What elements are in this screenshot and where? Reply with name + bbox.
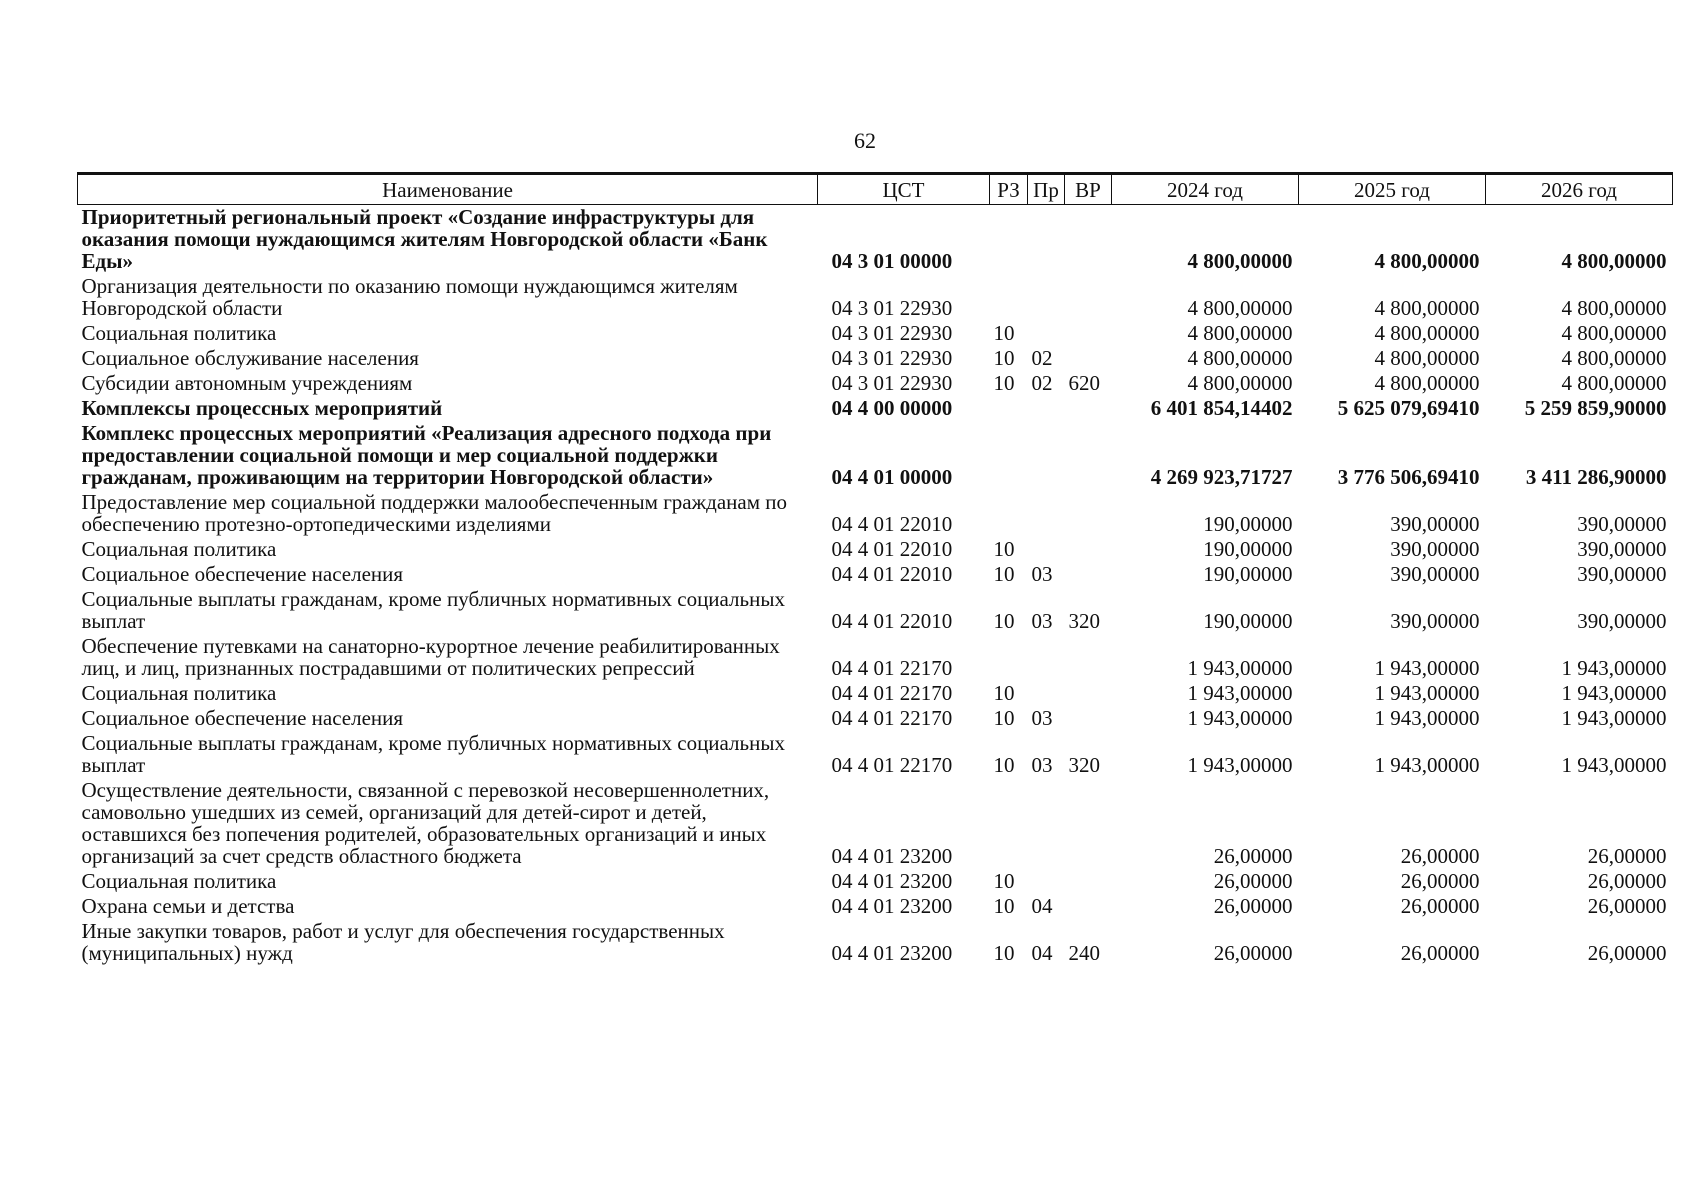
cell-rz: 10 bbox=[993, 681, 1015, 705]
cell-2025: 390,00000 bbox=[1390, 537, 1480, 561]
cell-2024: 190,00000 bbox=[1203, 537, 1293, 561]
cell-vr bbox=[1065, 537, 1112, 562]
cell-name: Обеспечение путевками на санаторно-курортное лечение реабилитированных лиц, и лиц, признанных пострадавшими от политических репрессий bbox=[81, 634, 780, 680]
cell-2026: 26,00000 bbox=[1587, 869, 1667, 893]
cell-pr bbox=[1028, 537, 1065, 562]
cell-2025: 4 800,00000 bbox=[1374, 249, 1480, 273]
cell-2024: 190,00000 bbox=[1203, 562, 1293, 586]
cell-vr bbox=[1065, 490, 1112, 537]
table-row bbox=[78, 869, 1673, 894]
table-row bbox=[78, 894, 1673, 919]
cell-2024: 1 943,00000 bbox=[1187, 681, 1293, 705]
cell-cst: 04 4 01 23200 bbox=[831, 844, 953, 868]
table-row bbox=[78, 778, 1673, 869]
table-row bbox=[78, 205, 1673, 275]
cell-2026: 4 800,00000 bbox=[1561, 249, 1667, 273]
cell-rz bbox=[990, 396, 1028, 421]
cell-2025: 4 800,00000 bbox=[1374, 371, 1480, 395]
cell-name: Социальное обеспечение населения bbox=[81, 562, 404, 586]
cell-pr bbox=[1028, 681, 1065, 706]
cell-2024: 26,00000 bbox=[1213, 844, 1293, 868]
cell-vr bbox=[1065, 346, 1112, 371]
cell-vr: 620 bbox=[1068, 371, 1100, 395]
cell-2026: 1 943,00000 bbox=[1561, 656, 1667, 680]
cell-2024: 4 800,00000 bbox=[1187, 371, 1293, 395]
cell-2025: 390,00000 bbox=[1390, 512, 1480, 536]
cell-vr bbox=[1065, 274, 1112, 321]
cell-vr bbox=[1065, 205, 1112, 275]
cell-pr bbox=[1028, 396, 1065, 421]
cell-2026: 26,00000 bbox=[1587, 941, 1667, 965]
cell-pr bbox=[1028, 421, 1065, 490]
cell-2026: 390,00000 bbox=[1577, 562, 1667, 586]
cell-name: Субсидии автономным учреждениям bbox=[81, 371, 413, 395]
cell-name: Организация деятельности по оказанию помощи нуждающимся жителям Новгородской области bbox=[81, 274, 738, 320]
cell-cst: 04 4 01 22170 bbox=[831, 656, 953, 680]
cell-rz bbox=[990, 274, 1028, 321]
cell-2026: 5 259 859,90000 bbox=[1524, 396, 1667, 420]
cell-cst: 04 4 01 23200 bbox=[831, 869, 953, 893]
cell-rz: 10 bbox=[993, 609, 1015, 633]
table-row bbox=[78, 681, 1673, 706]
cell-vr bbox=[1065, 869, 1112, 894]
cell-rz bbox=[990, 421, 1028, 490]
cell-2025: 3 776 506,69410 bbox=[1337, 465, 1480, 489]
cell-name: Социальная политика bbox=[81, 537, 277, 561]
cell-2026: 390,00000 bbox=[1577, 512, 1667, 536]
cell-2024: 26,00000 bbox=[1213, 894, 1293, 918]
budget-table bbox=[77, 172, 1673, 966]
cell-2025: 4 800,00000 bbox=[1374, 346, 1480, 370]
cell-pr bbox=[1028, 321, 1065, 346]
table-row bbox=[78, 321, 1673, 346]
cell-2025: 26,00000 bbox=[1400, 869, 1480, 893]
cell-cst: 04 3 01 22930 bbox=[831, 296, 953, 320]
cell-rz: 10 bbox=[993, 371, 1015, 395]
cell-2024: 4 269 923,71727 bbox=[1150, 465, 1293, 489]
table-row bbox=[78, 537, 1673, 562]
cell-2025: 1 943,00000 bbox=[1374, 753, 1480, 777]
cell-2024: 190,00000 bbox=[1203, 512, 1293, 536]
cell-cst: 04 3 01 00000 bbox=[831, 249, 953, 273]
cell-2024: 4 800,00000 bbox=[1187, 296, 1293, 320]
cell-cst: 04 4 01 22010 bbox=[831, 609, 953, 633]
cell-vr: 240 bbox=[1068, 941, 1100, 965]
cell-rz bbox=[990, 634, 1028, 681]
cell-2026: 1 943,00000 bbox=[1561, 681, 1667, 705]
table-row bbox=[78, 919, 1673, 966]
cell-pr bbox=[1028, 634, 1065, 681]
cell-name: Комплексы процессных мероприятий bbox=[81, 396, 443, 420]
cell-rz bbox=[990, 490, 1028, 537]
cell-2025: 26,00000 bbox=[1400, 894, 1480, 918]
cell-pr: 02 bbox=[1031, 346, 1053, 370]
cell-pr bbox=[1028, 778, 1065, 869]
cell-vr bbox=[1065, 421, 1112, 490]
table-row bbox=[78, 274, 1673, 321]
cell-pr: 03 bbox=[1031, 562, 1053, 586]
cell-vr bbox=[1065, 681, 1112, 706]
cell-cst: 04 4 01 22170 bbox=[831, 753, 953, 777]
cell-vr bbox=[1065, 894, 1112, 919]
cell-2024: 4 800,00000 bbox=[1187, 321, 1293, 345]
cell-2026: 4 800,00000 bbox=[1561, 321, 1667, 345]
cell-vr bbox=[1065, 321, 1112, 346]
cell-2026: 26,00000 bbox=[1587, 894, 1667, 918]
cell-2025: 1 943,00000 bbox=[1374, 706, 1480, 730]
cell-2026: 4 800,00000 bbox=[1561, 296, 1667, 320]
cell-pr: 03 bbox=[1031, 706, 1053, 730]
cell-2024: 1 943,00000 bbox=[1187, 656, 1293, 680]
table-row bbox=[78, 346, 1673, 371]
cell-2025: 5 625 079,69410 bbox=[1337, 396, 1480, 420]
cell-name: Предоставление мер социальной поддержки малообеспеченным гражданам по обеспечению протезно-ортопедическими изделиями bbox=[81, 490, 787, 536]
cell-2024: 1 943,00000 bbox=[1187, 706, 1293, 730]
cell-cst: 04 4 01 22170 bbox=[831, 681, 953, 705]
cell-cst: 04 4 01 23200 bbox=[831, 894, 953, 918]
cell-cst: 04 3 01 22930 bbox=[831, 321, 953, 345]
table-row bbox=[78, 634, 1673, 681]
cell-2025: 4 800,00000 bbox=[1374, 296, 1480, 320]
page-number: 62 bbox=[854, 128, 876, 153]
cell-name: Социальное обслуживание населения bbox=[81, 346, 419, 370]
cell-2026: 4 800,00000 bbox=[1561, 346, 1667, 370]
column-header-2026: 2026 год bbox=[1486, 174, 1673, 205]
cell-vr bbox=[1065, 706, 1112, 731]
cell-rz: 10 bbox=[993, 706, 1015, 730]
cell-2024: 1 943,00000 bbox=[1187, 753, 1293, 777]
cell-name: Иные закупки товаров, работ и услуг для обеспечения государственных (муниципальных) нужд bbox=[81, 919, 725, 965]
cell-pr: 04 bbox=[1031, 941, 1053, 965]
cell-rz: 10 bbox=[993, 753, 1015, 777]
cell-2025: 390,00000 bbox=[1390, 562, 1480, 586]
cell-2025: 26,00000 bbox=[1400, 941, 1480, 965]
cell-rz: 10 bbox=[993, 941, 1015, 965]
table-row bbox=[78, 587, 1673, 634]
cell-2026: 1 943,00000 bbox=[1561, 706, 1667, 730]
cell-cst: 04 4 01 22170 bbox=[831, 706, 953, 730]
cell-2025: 1 943,00000 bbox=[1374, 656, 1480, 680]
cell-rz bbox=[990, 205, 1028, 275]
cell-rz: 10 bbox=[993, 894, 1015, 918]
cell-2026: 4 800,00000 bbox=[1561, 371, 1667, 395]
column-header-vr: ВР bbox=[1065, 174, 1112, 205]
cell-vr bbox=[1065, 634, 1112, 681]
cell-name: Социальные выплаты гражданам, кроме публичных нормативных социальных выплат bbox=[81, 731, 785, 777]
cell-2024: 190,00000 bbox=[1203, 609, 1293, 633]
cell-cst: 04 4 00 00000 bbox=[831, 396, 953, 420]
cell-pr bbox=[1028, 869, 1065, 894]
cell-cst: 04 3 01 22930 bbox=[831, 346, 953, 370]
cell-pr bbox=[1028, 274, 1065, 321]
cell-vr bbox=[1065, 778, 1112, 869]
table-header-row bbox=[78, 174, 1673, 205]
table-row bbox=[78, 371, 1673, 396]
table-row bbox=[78, 731, 1673, 778]
table-body bbox=[78, 205, 1673, 967]
cell-cst: 04 4 01 22010 bbox=[831, 562, 953, 586]
cell-pr: 03 bbox=[1031, 609, 1053, 633]
column-header-rz: РЗ bbox=[990, 174, 1028, 205]
cell-rz: 10 bbox=[993, 346, 1015, 370]
cell-pr bbox=[1028, 490, 1065, 537]
cell-2024: 26,00000 bbox=[1213, 941, 1293, 965]
cell-vr: 320 bbox=[1068, 753, 1100, 777]
column-header-pr: Пр bbox=[1028, 174, 1065, 205]
cell-cst: 04 4 01 22010 bbox=[831, 537, 953, 561]
cell-cst: 04 3 01 22930 bbox=[831, 371, 953, 395]
cell-name: Социальные выплаты гражданам, кроме публичных нормативных социальных выплат bbox=[81, 587, 785, 633]
cell-rz: 10 bbox=[993, 562, 1015, 586]
cell-pr: 04 bbox=[1031, 894, 1053, 918]
cell-2026: 26,00000 bbox=[1587, 844, 1667, 868]
cell-2026: 390,00000 bbox=[1577, 537, 1667, 561]
cell-pr: 03 bbox=[1031, 753, 1053, 777]
cell-2025: 390,00000 bbox=[1390, 609, 1480, 633]
table-row bbox=[78, 421, 1673, 490]
cell-2024: 4 800,00000 bbox=[1187, 346, 1293, 370]
table-row bbox=[78, 396, 1673, 421]
cell-vr bbox=[1065, 562, 1112, 587]
cell-rz: 10 bbox=[993, 537, 1015, 561]
column-header-2024: 2024 год bbox=[1112, 174, 1299, 205]
cell-pr bbox=[1028, 205, 1065, 275]
cell-2026: 3 411 286,90000 bbox=[1525, 465, 1667, 489]
cell-2026: 1 943,00000 bbox=[1561, 753, 1667, 777]
cell-cst: 04 4 01 00000 bbox=[831, 465, 953, 489]
cell-name: Осуществление деятельности, связанной с перевозкой несовершеннолетних, самовольно ушедших из семей, организаций для детей-сирот и детей, оставшихся без попечения родителей, образовательных организаций и иных организаций за счет средств областного бюджета bbox=[81, 778, 770, 868]
cell-2024: 26,00000 bbox=[1213, 869, 1293, 893]
cell-vr bbox=[1065, 396, 1112, 421]
column-header-name: Наименование bbox=[78, 174, 818, 205]
cell-rz bbox=[990, 778, 1028, 869]
cell-rz: 10 bbox=[993, 869, 1015, 893]
cell-2024: 6 401 854,14402 bbox=[1150, 396, 1293, 420]
column-header-2025: 2025 год bbox=[1299, 174, 1486, 205]
cell-pr: 02 bbox=[1031, 371, 1053, 395]
cell-2025: 26,00000 bbox=[1400, 844, 1480, 868]
cell-name: Социальная политика bbox=[81, 681, 277, 705]
cell-2025: 1 943,00000 bbox=[1374, 681, 1480, 705]
cell-cst: 04 4 01 23200 bbox=[831, 941, 953, 965]
cell-cst: 04 4 01 22010 bbox=[831, 512, 953, 536]
cell-name: Социальное обеспечение населения bbox=[81, 706, 404, 730]
cell-2024: 4 800,00000 bbox=[1187, 249, 1293, 273]
cell-name: Комплекс процессных мероприятий «Реализация адресного подхода при предоставлении социальной помощи и мер социальной поддержки гражданам, проживающим на территории Новгородской области» bbox=[81, 421, 772, 489]
cell-2025: 4 800,00000 bbox=[1374, 321, 1480, 345]
cell-name: Социальная политика bbox=[81, 869, 277, 893]
cell-name: Приоритетный региональный проект «Создание инфраструктуры для оказания помощи нуждающимся жителям Новгородской области «Банк Еды» bbox=[81, 205, 768, 273]
column-header-cst: ЦСТ bbox=[818, 174, 990, 205]
table-row bbox=[78, 706, 1673, 731]
cell-name: Охрана семьи и детства bbox=[81, 894, 295, 918]
table-row bbox=[78, 490, 1673, 537]
table-row bbox=[78, 562, 1673, 587]
cell-rz: 10 bbox=[993, 321, 1015, 345]
cell-name: Социальная политика bbox=[81, 321, 277, 345]
cell-2026: 390,00000 bbox=[1577, 609, 1667, 633]
cell-vr: 320 bbox=[1068, 609, 1100, 633]
